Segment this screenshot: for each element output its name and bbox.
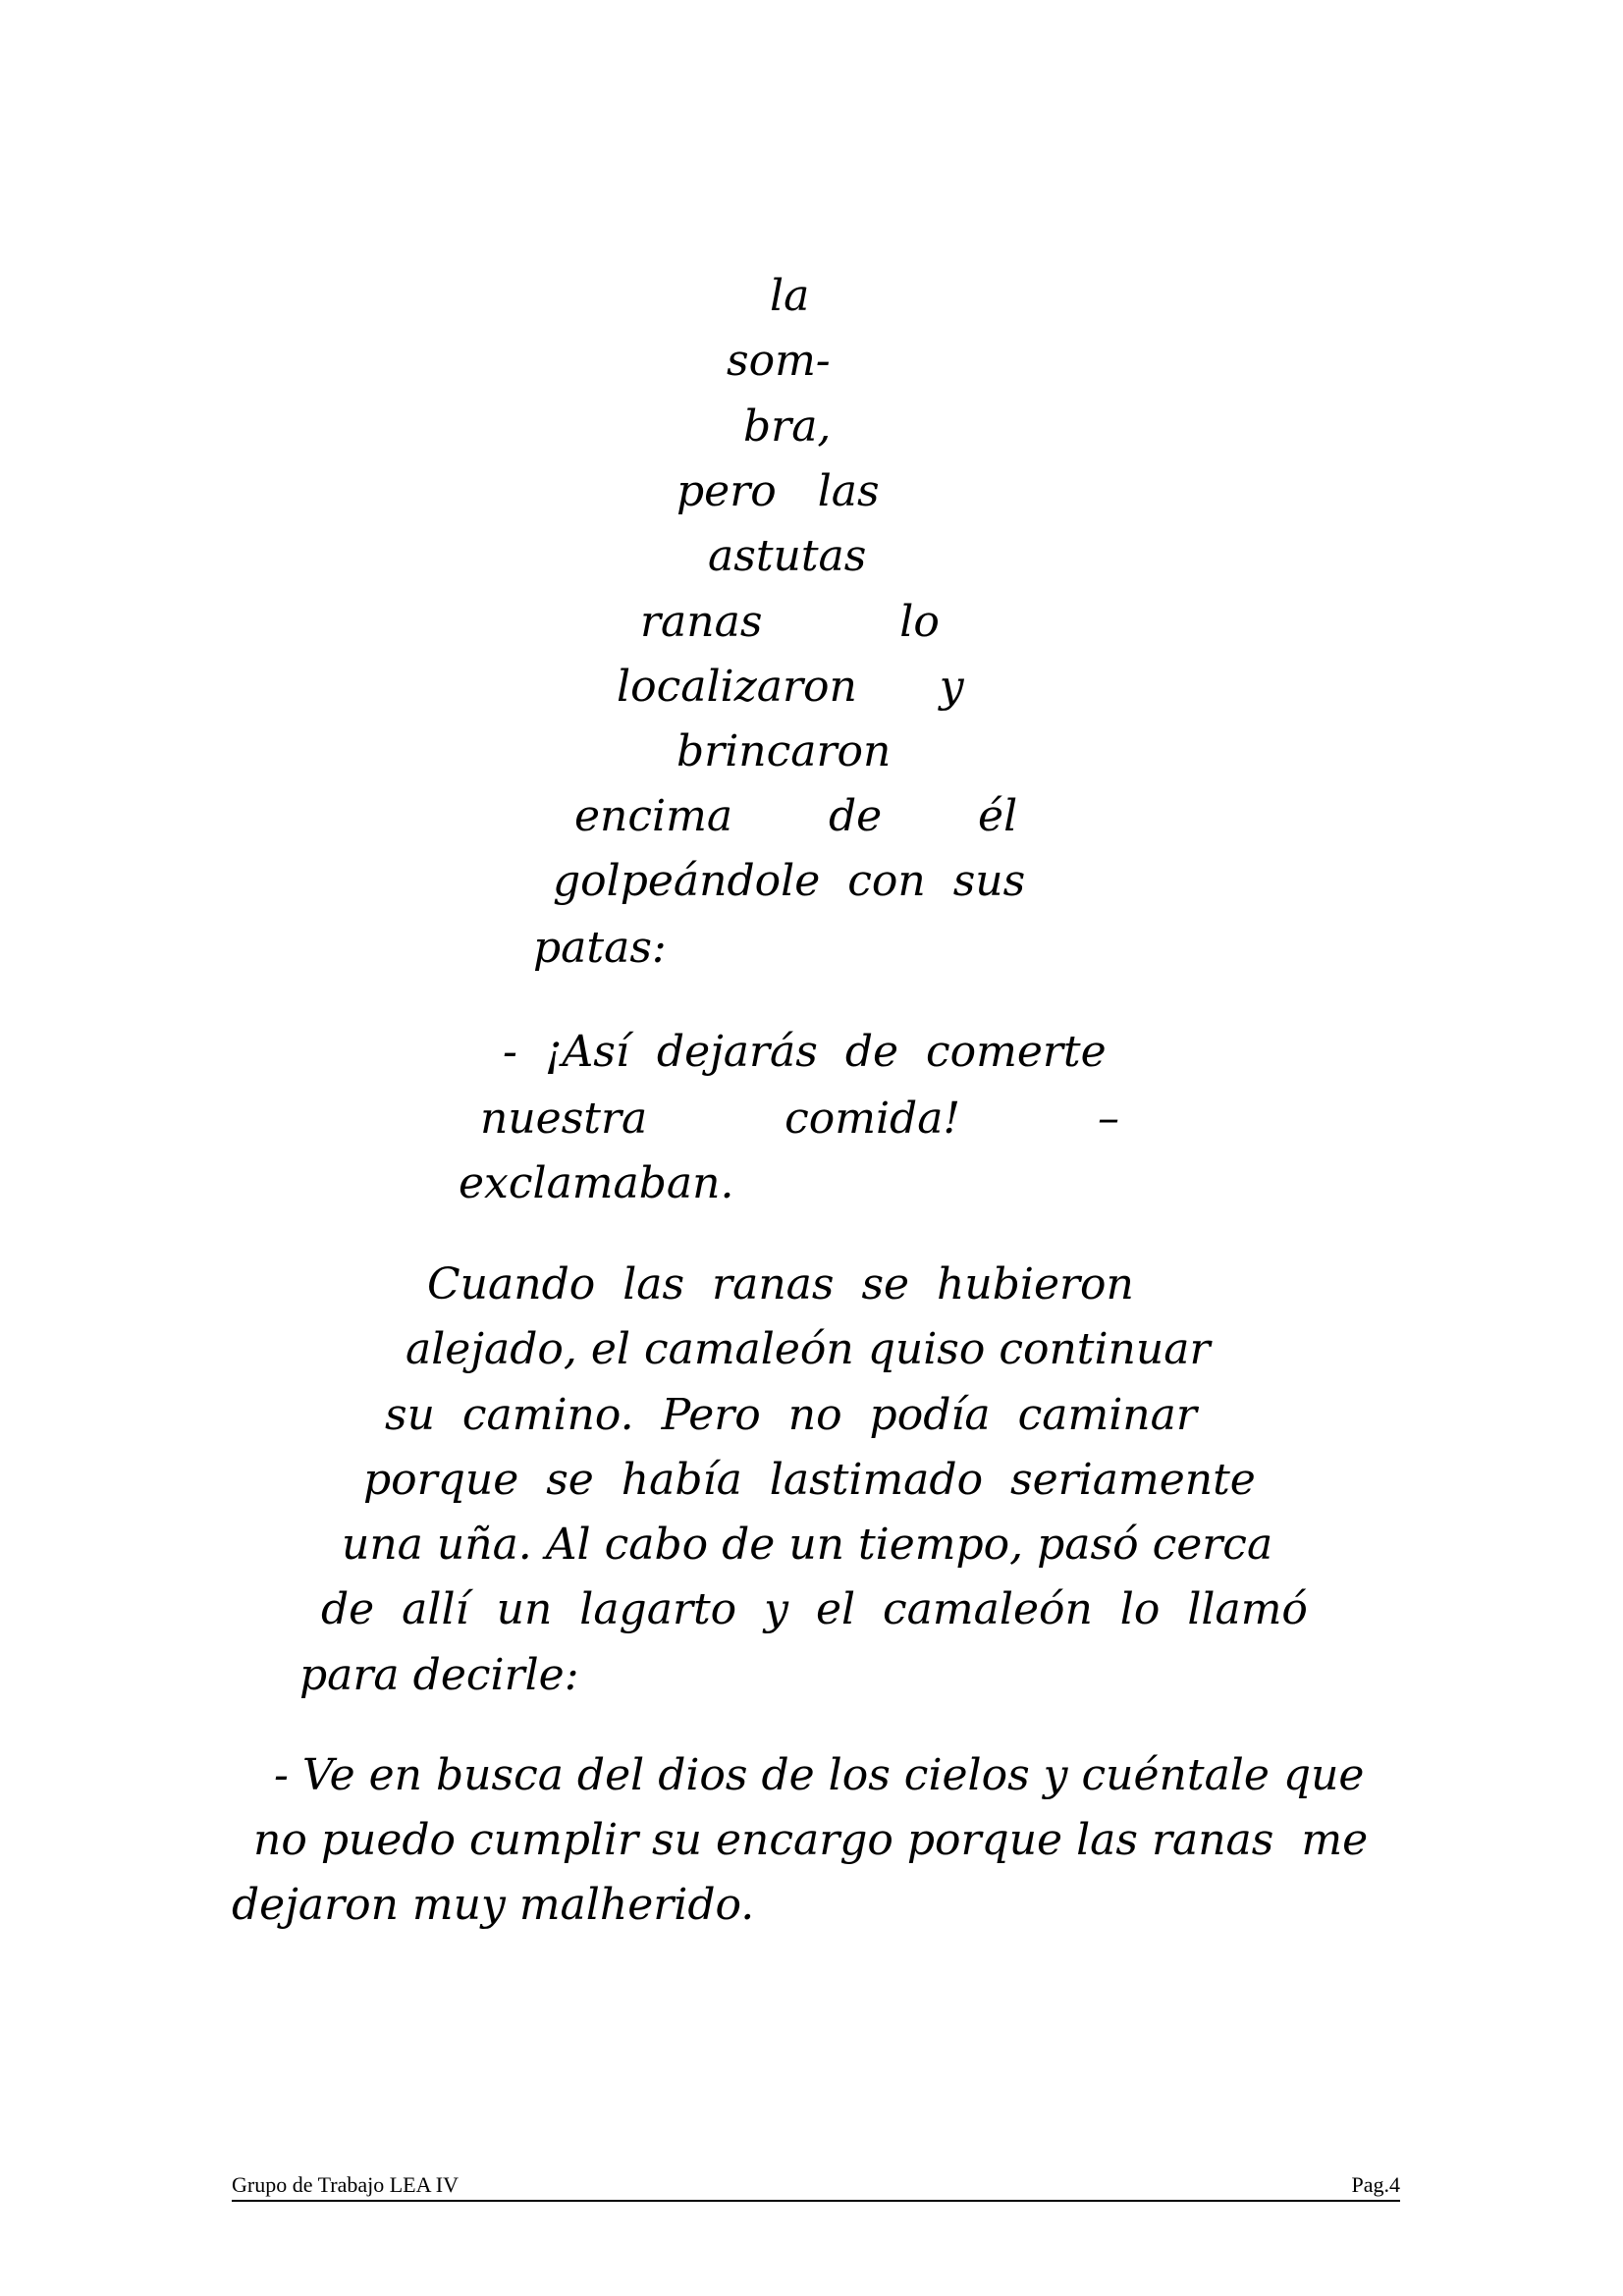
tree-line-2: som- [727, 336, 831, 386]
tree-line-6: ranas lo [640, 597, 940, 647]
dialogue-line-3: dejaron muy malherido. [232, 1880, 755, 1930]
paragraph-line-4: porque se había lastimado seriamente [363, 1455, 1256, 1505]
exclamation-line-2: nuestra comida! – [480, 1094, 1119, 1144]
paragraph-line-6: de allí un lagarto y el camaleón lo llamó [321, 1584, 1308, 1634]
tree-line-11: patas: [533, 923, 667, 973]
tree-line-5: astutas [708, 531, 867, 581]
tree-line-7: localizaron y [617, 662, 964, 712]
paragraph-line-7: para decirle: [299, 1650, 579, 1700]
paragraph-line-2: alejado, el camaleón quiso continuar [406, 1324, 1211, 1374]
exclamation-line-1: - ¡Así dejarás de comerte [503, 1027, 1107, 1077]
tree-line-10: golpeándole con sus [553, 856, 1026, 906]
dialogue-line-1: - Ve en busca del dios de los cielos y cuéntale que [274, 1750, 1365, 1800]
page-footer [232, 2172, 1400, 2202]
paragraph-line-3: su camino. Pero no podía caminar [385, 1390, 1197, 1440]
tree-line-4: pero las [676, 466, 880, 516]
footer-group-name: Grupo de Trabajo LEA IV [232, 2172, 459, 2197]
tree-line-3: bra, [743, 401, 832, 452]
exclamation-line-3: exclamaban. [459, 1158, 734, 1208]
footer-page-number: Pag.4 [1351, 2172, 1400, 2197]
dialogue-line-2: no puedo cumplir su encargo porque las ranas me [253, 1815, 1369, 1865]
tree-line-1: la [770, 271, 810, 321]
paragraph-line-5: una uña. Al cabo de un tiempo, pasó cerca [342, 1520, 1273, 1570]
tree-line-9: encima de él [574, 791, 1018, 841]
paragraph-line-1: Cuando las ranas se hubieron [427, 1259, 1134, 1309]
tree-line-8: brincaron [676, 726, 892, 776]
